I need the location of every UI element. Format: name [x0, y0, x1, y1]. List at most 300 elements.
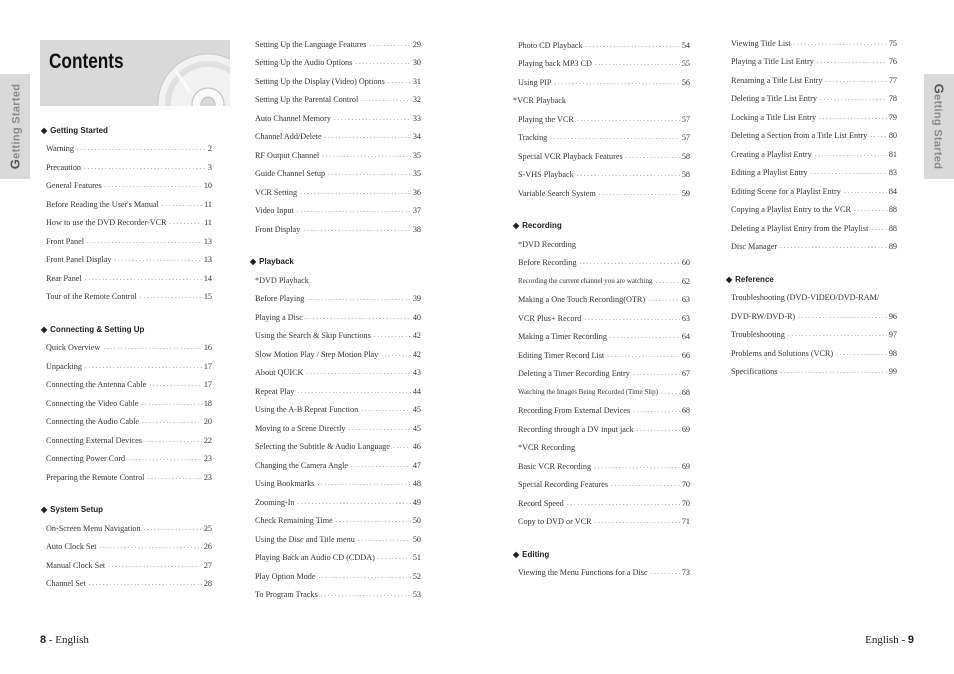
entry-page-number: 30 [412, 58, 421, 68]
section-title: Getting Started [50, 125, 108, 135]
entry-title: Tracking [518, 133, 548, 143]
toc-entry [731, 164, 897, 183]
entry-page-number: 59 [681, 188, 690, 198]
entry-title: Troubleshooting [731, 330, 785, 340]
entry-title: Changing the Camera Angle [255, 460, 348, 470]
entry-page-number: 2 [207, 144, 212, 154]
toc-entry [46, 288, 212, 307]
entry-page-number: 35 [412, 150, 421, 160]
section-title: Connecting & Setting Up [50, 324, 145, 334]
toc-entry [255, 530, 421, 549]
dot-leader [651, 569, 680, 576]
toc-section-heading [41, 501, 212, 520]
entry-title: Before Recording [518, 258, 577, 268]
entry-title: Setting Up the Display (Video) Options [255, 76, 385, 86]
entry-page-number: 49 [412, 497, 421, 507]
toc-section-heading [250, 253, 421, 272]
dot-leader [317, 480, 410, 487]
toc-entry [255, 220, 421, 239]
dot-leader [610, 333, 680, 340]
entry-page-number: 23 [203, 454, 212, 464]
entry-page-number: 34 [412, 132, 421, 142]
entry-page-number: 16 [203, 343, 212, 353]
dot-leader [586, 42, 680, 49]
dot-leader [633, 407, 680, 414]
entry-title: Rear Panel [46, 273, 82, 283]
entry-title: Viewing Title List [731, 38, 791, 48]
dot-leader [128, 455, 202, 462]
entry-page-number: 50 [412, 516, 421, 526]
toc-entry [518, 457, 690, 476]
dot-leader [87, 238, 202, 245]
dot-leader [141, 400, 201, 407]
entry-page-number: 77 [888, 75, 897, 85]
entry-page-number: 27 [203, 560, 212, 570]
section-title: Playback [259, 257, 294, 267]
toc-entry [731, 326, 897, 345]
dot-leader [819, 114, 887, 121]
entry-title: Basic VCR Recording [518, 461, 592, 471]
entry-title: Using Bookmarks [255, 479, 315, 489]
entry-page-number: 63 [681, 313, 690, 323]
entry-title: Deleting a Title List Entry [731, 94, 817, 104]
dot-leader [815, 151, 887, 158]
toc-entry [255, 54, 421, 73]
dot-leader [844, 188, 887, 195]
entry-title: Editing Scene for a Playlist Entry [731, 186, 841, 196]
section-tab-label: Getting Started [931, 83, 947, 170]
diamond-bullet-icon: ◆ [513, 221, 520, 231]
section-title: Recording [522, 221, 562, 231]
toc-entry [255, 475, 421, 494]
entry-title: Front Panel [46, 236, 84, 246]
dot-leader [554, 79, 679, 86]
entry-title: Auto Channel Memory [255, 113, 331, 123]
sub-label-text: *DVD Recording [518, 239, 576, 249]
dot-leader [820, 95, 887, 102]
entry-title: VCR Setting [255, 187, 298, 197]
toc-entry [518, 147, 690, 166]
entry-title: Photo CD Playback [518, 40, 583, 50]
entry-page-number: 47 [412, 460, 421, 470]
entry-title: S-VHS Playback [518, 170, 574, 180]
dot-leader [599, 190, 680, 197]
entry-page-number: 20 [203, 417, 212, 427]
dot-leader [577, 116, 680, 123]
entry-title: General Features [46, 181, 102, 191]
toc-sub-label [513, 92, 690, 111]
toc-entry [255, 438, 421, 457]
toc-entry [255, 567, 421, 586]
entry-title: Before Reading the User's Manual [46, 199, 159, 209]
toc-entry [255, 183, 421, 202]
toc-entry [255, 382, 421, 401]
dot-leader [567, 500, 680, 507]
toc-sub-label [731, 289, 897, 308]
entry-page-number: 96 [888, 311, 897, 321]
page-number-left: 8 - English [40, 634, 89, 646]
toc-entry [46, 214, 212, 233]
toc-entry [46, 251, 212, 270]
entry-title: Repeat Play [255, 386, 295, 396]
toc-entry [46, 556, 212, 575]
entry-page-number: 33 [412, 113, 421, 123]
entry-page-number: 18 [203, 398, 212, 408]
entry-title: Front Panel Display [46, 255, 112, 265]
toc-entry [255, 586, 421, 605]
entry-title: Zooming-In [255, 497, 295, 507]
dot-leader [871, 225, 886, 232]
entry-title: Deleting a Playlist Entry from the Playlist [731, 223, 869, 233]
toc-entry [46, 158, 212, 177]
dot-leader [595, 518, 680, 525]
entry-title: Special VCR Playback Features [518, 151, 623, 161]
toc-entry [731, 363, 897, 382]
dot-leader [303, 226, 411, 233]
entry-page-number: 35 [412, 169, 421, 179]
dot-leader [854, 206, 887, 213]
entry-title: Recording through a DV input jack [518, 424, 634, 434]
entry-page-number: 3 [207, 162, 212, 172]
dot-leader [358, 536, 411, 543]
entry-title: DVD-RW/DVD-R) [731, 311, 796, 321]
toc-entry [518, 346, 690, 365]
dot-leader [325, 133, 411, 140]
toc-entry [46, 357, 212, 376]
entry-title: Video Input [255, 206, 294, 216]
entry-page-number: 26 [203, 542, 212, 552]
entry-title: Slow Motion Play / Step Motion Play [255, 349, 379, 359]
entry-title: To Program Tracks [255, 590, 318, 600]
dot-leader [300, 189, 411, 196]
toc-entry [46, 195, 212, 214]
entry-page-number: 32 [412, 95, 421, 105]
diamond-bullet-icon: ◆ [513, 549, 520, 559]
entry-title: Deleting a Timer Recording Entry [518, 369, 630, 379]
toc-entry [255, 512, 421, 531]
dot-leader [103, 344, 201, 351]
entry-page-number: 17 [203, 361, 212, 371]
dot-leader [607, 352, 680, 359]
dot-leader [355, 59, 410, 66]
entry-title: Quick Overview [46, 343, 101, 353]
entry-title: Problems and Solutions (VCR) [731, 348, 834, 358]
entry-title: Using PIP [518, 77, 552, 87]
entry-page-number: 38 [412, 224, 421, 234]
entry-page-number: 68 [681, 406, 690, 416]
dot-leader [307, 295, 410, 302]
dot-leader [77, 145, 206, 152]
entry-title: Watching the Images Being Recorded (Time Slip) [518, 388, 658, 397]
section-title: System Setup [50, 505, 104, 515]
entry-page-number: 60 [681, 258, 690, 268]
toc-entry [731, 182, 897, 201]
entry-page-number: 29 [412, 39, 421, 49]
entry-title: Using the Disc and Title menu [255, 534, 355, 544]
entry-page-number: 78 [888, 94, 897, 104]
entry-page-number: 40 [412, 312, 421, 322]
entry-page-number: 98 [888, 348, 897, 358]
toc-entry [255, 345, 421, 364]
dot-leader [378, 554, 411, 561]
toc-entry [46, 232, 212, 251]
toc-entry [731, 201, 897, 220]
dot-leader [105, 182, 202, 189]
entry-page-number: 25 [203, 523, 212, 533]
toc-entry [731, 344, 897, 363]
entry-page-number: 89 [888, 242, 897, 252]
toc-column-2 [250, 35, 421, 604]
entry-page-number: 11 [204, 199, 212, 209]
toc-entry [518, 494, 690, 513]
entry-title: Auto Clock Set [46, 542, 97, 552]
entry-title: Setting Up the Parental Control [255, 95, 359, 105]
entry-title: Disc Manager [731, 242, 778, 252]
entry-page-number: 67 [681, 369, 690, 379]
entry-title: Viewing the Menu Functions for a Disc [518, 568, 648, 578]
entry-page-number: 71 [681, 517, 690, 527]
toc-entry [518, 402, 690, 421]
toc-entry [46, 468, 212, 487]
entry-page-number: 31 [412, 76, 421, 86]
entry-page-number: 22 [203, 435, 212, 445]
toc-entry [255, 549, 421, 568]
entry-title: Guide Channel Setup [255, 169, 326, 179]
toc-entry [255, 327, 421, 346]
entry-title: Copying a Playlist Entry to the VCR [731, 205, 851, 215]
entry-title: Connecting the Audio Cable [46, 417, 140, 427]
entry-page-number: 54 [681, 40, 690, 50]
dot-leader [162, 201, 202, 208]
entry-title: Making a One Touch Recording(OTR) [518, 295, 646, 305]
entry-page-number: 50 [412, 534, 421, 544]
entry-title: Play Option Mode [255, 571, 316, 581]
entry-title: Setting Up the Language Features [255, 39, 367, 49]
entry-page-number: 88 [888, 223, 897, 233]
toc-entry [518, 328, 690, 347]
toc-entry [731, 90, 897, 109]
toc-entry [518, 365, 690, 384]
entry-page-number: 28 [203, 579, 212, 589]
entry-title: Using the A-B Repeat Function [255, 405, 359, 415]
dot-leader [85, 275, 202, 282]
toc-entry [46, 519, 212, 538]
dot-leader [328, 170, 411, 177]
toc-sub-label [518, 235, 690, 254]
entry-page-number: 52 [412, 571, 421, 581]
entry-title: Record Speed [518, 498, 564, 508]
sub-label-text: *DVD Playback [255, 275, 309, 285]
toc-entry [731, 307, 897, 326]
toc-entry [518, 36, 690, 55]
sub-label-text: Troubleshooting (DVD-VIDEO/DVD-RAM/ [731, 293, 880, 303]
section-title: Reference [735, 274, 774, 284]
dot-leader [334, 115, 411, 122]
dot-leader [594, 463, 680, 470]
entry-title: Playing a Title List Entry [731, 57, 814, 67]
toc-entry [46, 339, 212, 358]
toc-entry [518, 272, 690, 291]
dot-leader [369, 41, 410, 48]
toc-entry [731, 238, 897, 257]
entry-page-number: 66 [681, 350, 690, 360]
entry-title: Copy to DVD or VCR [518, 517, 592, 527]
toc-entry [255, 35, 421, 54]
entry-page-number: 62 [681, 276, 690, 286]
dot-leader [836, 350, 887, 357]
dot-leader [351, 462, 411, 469]
entry-page-number: 58 [681, 151, 690, 161]
dot-leader [144, 525, 202, 532]
entry-page-number: 76 [888, 57, 897, 67]
toc-entry [255, 401, 421, 420]
entry-page-number: 88 [888, 205, 897, 215]
entry-title: Specifications [731, 367, 778, 377]
entry-title: RF Output Channel [255, 150, 320, 160]
entry-title: Unpacking [46, 361, 82, 371]
entry-title: Manual Clock Set [46, 560, 106, 570]
dot-leader [626, 153, 680, 160]
entry-page-number: 70 [681, 498, 690, 508]
sub-label-text: *VCR Recording [518, 443, 576, 453]
dot-leader [579, 259, 679, 266]
dot-leader [648, 296, 680, 303]
entry-title: Using the Search & Skip Functions [255, 331, 371, 341]
toc-entry [255, 146, 421, 165]
dot-leader [297, 207, 411, 214]
entry-title: Creating a Playlist Entry [731, 149, 812, 159]
toc-entry [255, 364, 421, 383]
entry-page-number: 99 [888, 367, 897, 377]
toc-column-4 [726, 34, 897, 381]
entry-page-number: 97 [888, 330, 897, 340]
dot-leader [336, 517, 411, 524]
entry-title: Channel Set [46, 579, 86, 589]
toc-entry [46, 140, 212, 159]
entry-title: About QUICK [255, 368, 304, 378]
toc-entry [46, 177, 212, 196]
entry-page-number: 15 [203, 292, 212, 302]
page-title: Contents [49, 50, 124, 73]
entry-title: Special Recording Features [518, 480, 609, 490]
toc-entry [255, 91, 421, 110]
toc-entry [731, 127, 897, 146]
entry-page-number: 84 [888, 186, 897, 196]
entry-title: Tour of the Remote Control [46, 292, 137, 302]
entry-title: Locking a Title List Entry [731, 112, 817, 122]
toc-entry [255, 202, 421, 221]
toc-entry [255, 72, 421, 91]
dot-leader [306, 369, 410, 376]
entry-page-number: 14 [203, 273, 212, 283]
diamond-bullet-icon: ◆ [726, 274, 733, 284]
dot-leader [794, 40, 887, 47]
entry-page-number: 81 [888, 149, 897, 159]
entry-title: Connecting Power Cord [46, 454, 126, 464]
entry-page-number: 37 [412, 206, 421, 216]
toc-entry [518, 55, 690, 74]
toc-entry [46, 376, 212, 395]
toc-entry [731, 145, 897, 164]
entry-page-number: 13 [203, 255, 212, 265]
toc-entry [518, 73, 690, 92]
entry-title: Selecting the Subtitle & Audio Language [255, 442, 390, 452]
dot-leader [825, 77, 886, 84]
toc-entry [46, 450, 212, 469]
entry-title: Playing Back an Audio CD (CDDA) [255, 553, 375, 563]
entry-page-number: 58 [681, 170, 690, 180]
toc-entry [518, 166, 690, 185]
section-title: Editing [522, 549, 550, 559]
entry-title: Channel Add/Delete [255, 132, 322, 142]
dot-leader [89, 580, 202, 587]
contents-header [40, 40, 230, 106]
dot-leader [870, 132, 887, 139]
dot-leader [577, 171, 680, 178]
dot-leader [611, 481, 680, 488]
entry-page-number: 80 [888, 131, 897, 141]
dot-leader [656, 278, 680, 285]
entry-title: Editing Timer Record List [518, 350, 605, 360]
entry-page-number: 13 [203, 236, 212, 246]
entry-title: Check Remaining Time [255, 516, 333, 526]
toc-entry [518, 513, 690, 532]
toc-entry [46, 431, 212, 450]
entry-title: Renaming a Title List Entry [731, 75, 823, 85]
page-number-right: English - 9 [865, 634, 914, 646]
toc-entry [731, 71, 897, 90]
toc-entry [731, 108, 897, 127]
entry-page-number: 45 [412, 405, 421, 415]
entry-page-number: 83 [888, 168, 897, 178]
dot-leader [361, 96, 411, 103]
entry-title: Connecting the Video Cable [46, 398, 139, 408]
entry-title: Connecting External Devices [46, 435, 142, 445]
entry-page-number: 68 [681, 387, 690, 397]
toc-entry [255, 456, 421, 475]
toc-entry [46, 394, 212, 413]
entry-title: How to use the DVD Recorder-VCR [46, 218, 167, 228]
entry-title: Precaution [46, 162, 82, 172]
dot-leader [388, 78, 411, 85]
toc-entry [518, 254, 690, 273]
entry-title: Warning [46, 144, 74, 154]
entry-title: Recording From External Devices [518, 406, 631, 416]
entry-title: Preparing the Remote Control [46, 472, 145, 482]
dot-leader [145, 437, 202, 444]
dot-leader [788, 331, 887, 338]
entry-title: VCR Plus+ Record [518, 313, 582, 323]
entry-title: Playing the VCR [518, 114, 574, 124]
toc-section-heading [513, 545, 690, 564]
toc-entry [518, 110, 690, 129]
entry-page-number: 57 [681, 133, 690, 143]
toc-entry [46, 575, 212, 594]
dot-leader [100, 543, 202, 550]
toc-section-heading [726, 270, 897, 289]
entry-page-number: 36 [412, 187, 421, 197]
dot-leader [298, 499, 411, 506]
toc-entry [518, 420, 690, 439]
toc-entry [255, 419, 421, 438]
dot-leader [798, 313, 887, 320]
toc-sub-label [255, 271, 421, 290]
dot-leader [584, 315, 680, 322]
toc-entry [255, 109, 421, 128]
toc-entry [46, 538, 212, 557]
entry-page-number: 53 [412, 590, 421, 600]
entry-page-number: 56 [681, 77, 690, 87]
